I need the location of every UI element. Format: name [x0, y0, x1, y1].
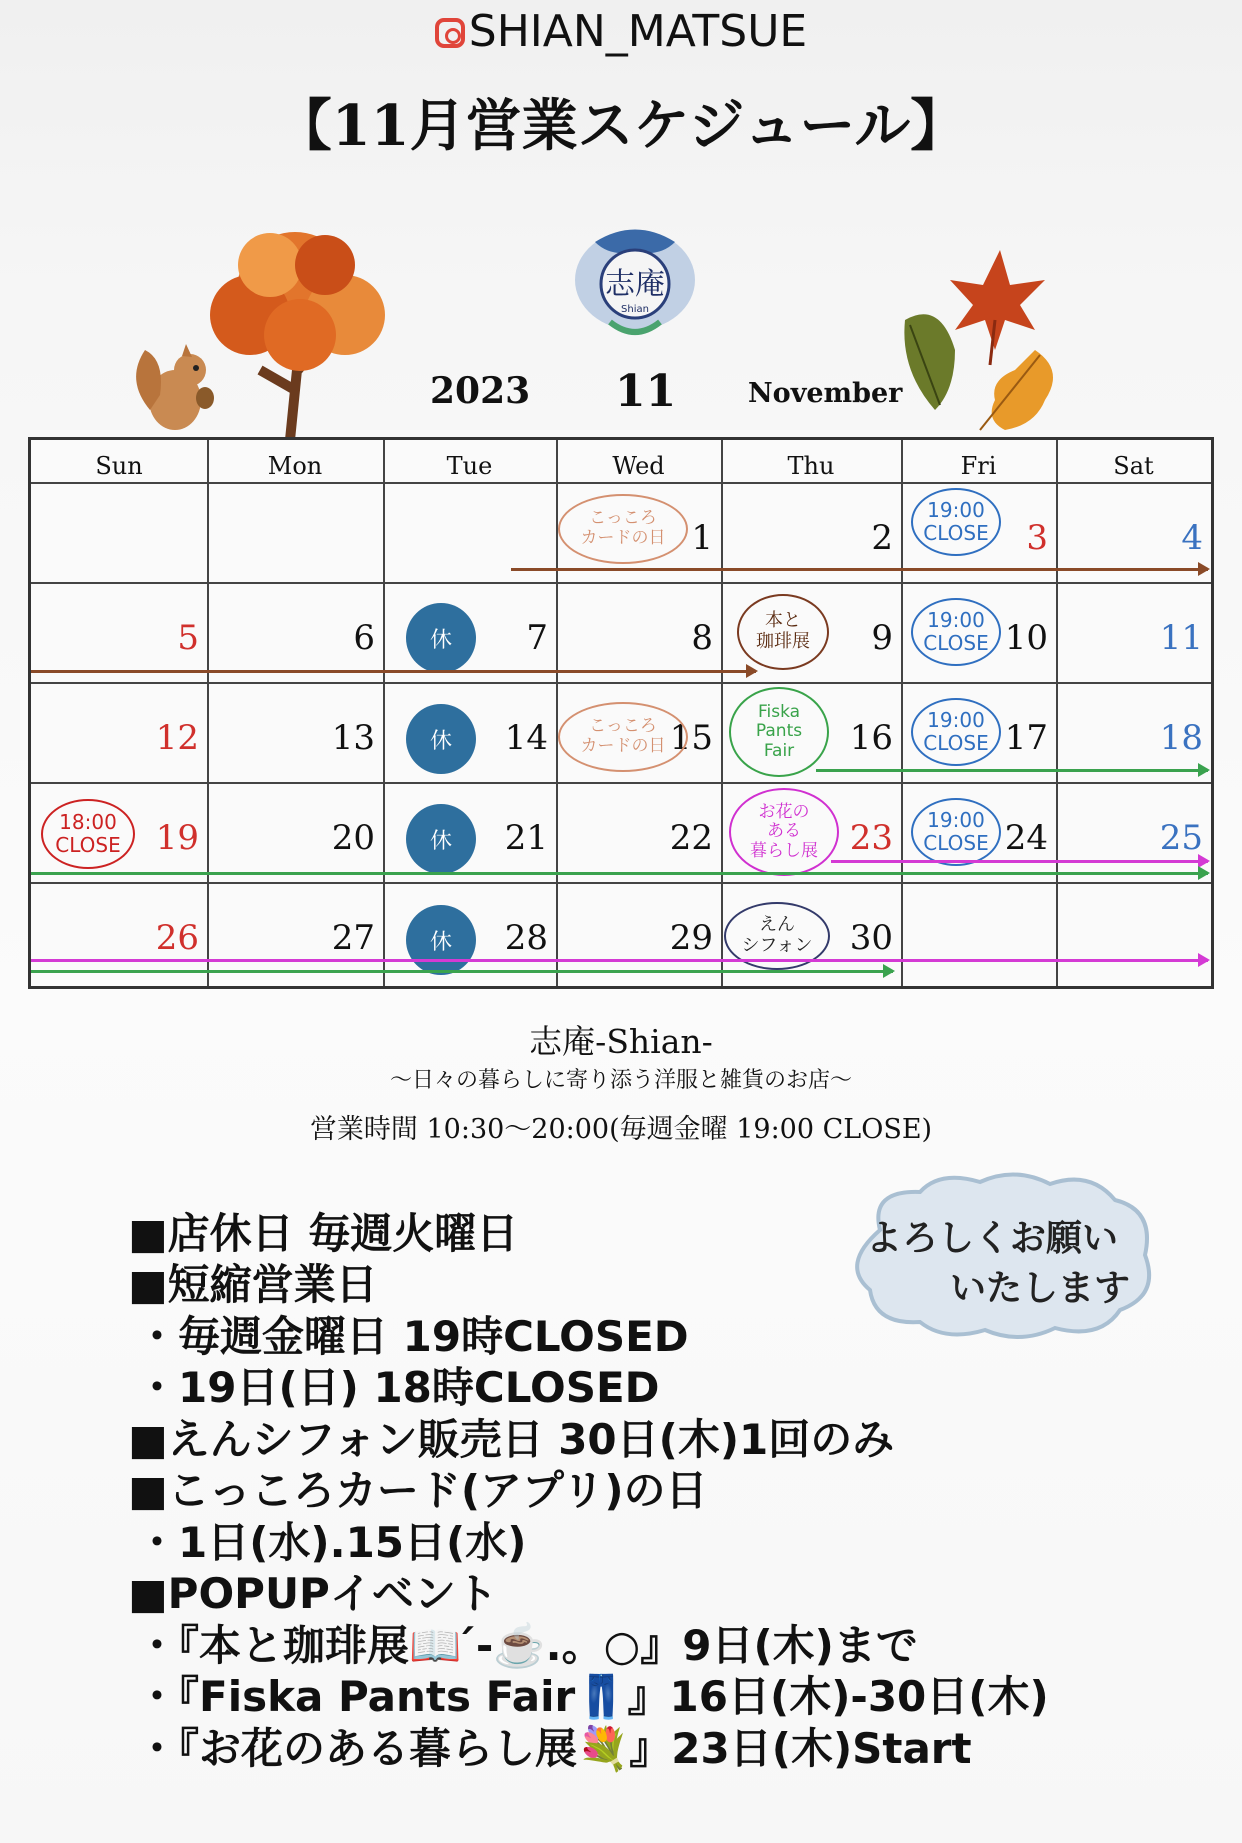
book-coffee-period-arrow — [511, 568, 1208, 571]
logo-subtext: Shian — [621, 304, 649, 315]
calendar-day: 15 — [669, 718, 713, 758]
logo-text: 志庵 — [605, 267, 665, 302]
weekday-header: Sat — [1113, 452, 1154, 480]
instagram-icon — [435, 18, 465, 48]
stamp-line: CLOSE — [923, 521, 989, 545]
calendar-day: 16 — [849, 718, 893, 758]
calendar-year: 2023 — [430, 370, 531, 412]
fiska-pants-period-arrow — [31, 970, 893, 973]
closed-day-marker: 休 — [406, 905, 476, 975]
closed-day-marker: 休 — [406, 804, 476, 874]
shop-hours: 営業時間 10:30〜20:00(毎週金曜 19:00 CLOSE) — [309, 1114, 933, 1145]
grid-column-line — [901, 440, 903, 986]
calendar-day: 13 — [331, 718, 375, 758]
autumn-tree-squirrel-illustration — [130, 220, 420, 440]
kokkoro-card-day-stamp — [558, 702, 688, 772]
stamp-line: 19:00 — [927, 608, 985, 632]
calendar-day: 3 — [1026, 518, 1048, 558]
notice-item: ■POPUPイベント — [128, 1569, 498, 1618]
calendar-month: 11 — [615, 366, 677, 417]
stamp-line: シフォン — [741, 935, 813, 956]
calendar-day: 20 — [331, 818, 375, 858]
close-1900-stamp — [911, 698, 1001, 766]
notice-item: ■短縮営業日 — [128, 1260, 378, 1309]
calendar-day: 5 — [177, 618, 199, 658]
notice-item: ・『本と珈琲展📖 ́-☕️.。○』9日(木)まで — [136, 1621, 918, 1670]
greeting-line-1: よろしくお願い — [866, 1218, 1119, 1259]
stamp-line: Fiska — [757, 701, 801, 722]
stamp-line: 暮らし展 — [750, 840, 818, 861]
calendar-day: 27 — [331, 918, 375, 958]
grid-row-line — [31, 482, 1211, 484]
close-1800-stamp — [41, 799, 135, 869]
calendar-day: 10 — [1004, 618, 1048, 658]
weekday-header: Mon — [267, 452, 323, 480]
flower-exhibition-stamp — [729, 788, 839, 876]
shop-tagline: 〜日々の暮らしに寄り添う洋服と雑貨のお店〜 — [389, 1068, 852, 1093]
stamp-line: えん — [759, 914, 795, 936]
calendar-day: 26 — [155, 918, 199, 958]
grid-row-line — [31, 582, 1211, 584]
notice-item: ■こっころカード(アプリ)の日 — [128, 1466, 708, 1515]
close-1900-stamp — [911, 798, 1001, 866]
calendar-day: 22 — [669, 818, 713, 858]
stamp-line: CLOSE — [923, 731, 989, 755]
close-1900-stamp — [911, 488, 1001, 556]
flower-exhibition-period-arrow — [831, 860, 1208, 863]
calendar-day: 18 — [1159, 718, 1203, 758]
calendar-day: 8 — [691, 618, 713, 658]
calendar-day: 21 — [504, 818, 548, 858]
stamp-line: CLOSE — [923, 631, 989, 655]
calendar-day: 12 — [155, 718, 199, 758]
instagram-handle — [0, 6, 1242, 57]
flower-exhibition-period-arrow — [31, 959, 1208, 962]
grid-row-line — [31, 882, 1211, 884]
green-leaf-icon — [904, 314, 955, 410]
close-1900-stamp — [911, 598, 1001, 666]
stamp-line: 本と — [765, 610, 801, 632]
stamp-line: 18:00 — [59, 810, 117, 834]
shian-logo — [570, 222, 700, 337]
calendar-day: 11 — [1159, 618, 1203, 658]
calendar-day: 2 — [871, 518, 893, 558]
notice-item: ■店休日 毎週火曜日 — [128, 1209, 519, 1258]
calendar-day: 1 — [691, 518, 713, 558]
autumn-tree-icon — [210, 232, 385, 440]
book-coffee-period-arrow — [31, 670, 756, 673]
stamp-line: カードの日 — [580, 528, 666, 548]
calendar-day: 25 — [1159, 818, 1203, 858]
closed-day-marker: 休 — [406, 704, 476, 774]
calendar-day: 9 — [871, 618, 893, 658]
fiska-pants-period-arrow — [31, 872, 1208, 875]
notice-item: ■えんシフォン販売日 30日(木)1回のみ — [128, 1415, 895, 1464]
stamp-line: こっころ — [589, 508, 657, 529]
notice-item: ・毎週金曜日 19時CLOSED — [136, 1312, 689, 1361]
fiska-pants-fair-stamp — [729, 687, 829, 777]
calendar-day: 28 — [504, 918, 548, 958]
grid-column-line — [721, 440, 723, 986]
notice-item: ・1日(水).15日(水) — [136, 1518, 527, 1567]
stamp-line: ある — [767, 821, 801, 842]
stamp-line: 19:00 — [927, 808, 985, 832]
grid-row-line — [31, 682, 1211, 684]
calendar-day: 7 — [526, 618, 548, 658]
stamp-line: Fair — [763, 740, 795, 761]
weekday-header: Fri — [960, 452, 997, 480]
kokkoro-card-day-stamp — [558, 494, 688, 564]
stamp-line: CLOSE — [55, 833, 121, 857]
grid-column-line — [556, 440, 558, 986]
calendar-day: 23 — [849, 818, 893, 858]
grid-column-line — [207, 440, 209, 986]
calendar-month-english: November — [748, 378, 903, 409]
notice-item: ・19日(日) 18時CLOSED — [136, 1363, 660, 1412]
stamp-line: 珈琲展 — [756, 631, 810, 652]
notice-item: ・『お花のある暮らし展💐』23日(木)Start — [136, 1724, 972, 1773]
calendar-day: 4 — [1181, 518, 1203, 558]
stamp-line: お花の — [758, 801, 810, 822]
notice-item: ・『Fiska Pants Fair👖』16日(木)-30日(木) — [136, 1672, 1049, 1721]
weekday-header: Tue — [446, 452, 493, 480]
calendar-day: 14 — [504, 718, 548, 758]
handle-text: SHIAN_MATSUE — [468, 6, 808, 57]
maple-leaf-icon — [950, 250, 1045, 365]
autumn-leaves-illustration — [895, 240, 1065, 440]
calendar-day: 30 — [849, 918, 893, 958]
stamp-line: Pants — [755, 721, 803, 742]
grid-row-line — [31, 782, 1211, 784]
book-coffee-exhibition-stamp — [737, 594, 829, 670]
stamp-line: 19:00 — [927, 708, 985, 732]
calendar-day: 24 — [1004, 818, 1048, 858]
greeting-line-2: いたします — [950, 1268, 1131, 1309]
greeting-bubble — [840, 1170, 1160, 1340]
closed-day-marker: 休 — [406, 603, 476, 673]
calendar-grid — [28, 437, 1214, 989]
weekday-header: Thu — [787, 452, 835, 480]
weekday-header: Sun — [95, 452, 143, 480]
stamp-line: カードの日 — [580, 736, 666, 756]
calendar-day: 17 — [1004, 718, 1048, 758]
grid-column-line — [383, 440, 385, 986]
page-title: 【11月営業スケジュール】 — [275, 93, 967, 159]
squirrel-icon — [136, 344, 214, 430]
fiska-pants-period-arrow — [816, 769, 1208, 772]
calendar-day: 29 — [669, 918, 713, 958]
stamp-line: CLOSE — [923, 831, 989, 855]
calendar-day: 19 — [155, 818, 199, 858]
weekday-header: Wed — [612, 452, 665, 480]
shop-name: 志庵-Shian- — [529, 1022, 713, 1061]
calendar-day: 6 — [353, 618, 375, 658]
stamp-line: こっころ — [589, 716, 657, 737]
grid-column-line — [1056, 440, 1058, 986]
stamp-line: 19:00 — [927, 498, 985, 522]
